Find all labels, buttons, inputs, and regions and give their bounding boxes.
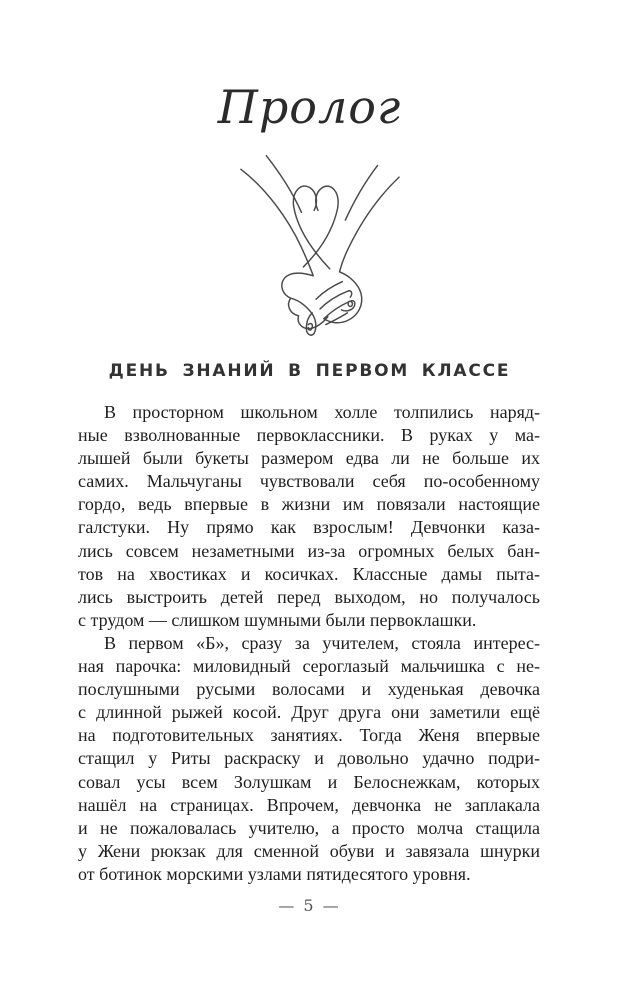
left-arm-lines — [240, 156, 312, 276]
paragraph — [78, 401, 540, 632]
heart-outline — [293, 186, 338, 269]
text-line: галстуки. Ну прямо как взрослым! Девчонки каза- — [78, 517, 540, 538]
hands-line-art — [236, 142, 404, 347]
text-line: лышей были букеты размером едва ли не больше их — [78, 448, 540, 469]
text-line: самих. Мальчуганы чувствовали себя по-особенному — [78, 471, 540, 492]
section-heading: ДЕНЬ ЗНАНИЙ В ПЕРВОМ КЛАССЕ — [108, 361, 511, 381]
text-line: на подготовительных занятиях. Тогда Женя впервые — [78, 725, 540, 746]
text-line: с длинной рыжей косой. Друг друга они заметили ещё — [78, 702, 540, 723]
clasped-hands-outline — [281, 272, 361, 335]
body-text — [78, 401, 540, 886]
right-arm-lines — [339, 165, 399, 271]
chapter-title: Пролог — [217, 80, 402, 134]
text-line: ная парочка: миловидный сероглазый мальчишка с не- — [78, 656, 540, 677]
text-line: с трудом — слишком шумными были первоклашки. — [78, 609, 477, 630]
text-line: нашёл на страницах. Впрочем, девчонка не заплакала — [78, 794, 540, 815]
text-line: лись выстроить детей перед выходом, но получалось — [78, 586, 540, 607]
text-line: и не пожаловалась учителю, а просто молча стащила — [78, 817, 540, 838]
text-line: гордо, ведь впервые в жизни им повязали настоящие — [78, 494, 540, 515]
text-line: стащил у Риты раскраску и довольно удачно подри- — [78, 748, 540, 769]
page-number: — 5 — — [278, 896, 341, 915]
holding-hands-heart-illustration — [236, 142, 404, 347]
text-line: ные взволнованные первоклассники. В руках у ма- — [78, 425, 540, 446]
text-line: у Жени рюкзак для сменной обуви и завязала шнурки — [78, 840, 540, 861]
text-line: лись совсем незаметными из-за огромных белых бан- — [78, 540, 540, 561]
paragraph — [78, 632, 540, 886]
text-line: от ботинок морскими узлами пятидесятого уровня. — [78, 863, 471, 884]
text-line: тов на хвостиках и косичках. Классные дамы пыта- — [78, 563, 540, 584]
text-line: послушными русыми волосами и худенькая девочка — [78, 679, 540, 700]
text-line: В первом «Б», сразу за учителем, стояла интерес- — [104, 632, 540, 653]
text-line: совал усы всем Золушкам и Белоснежкам, которых — [78, 771, 540, 792]
text-line: В просторном школьном холле толпились наряд- — [104, 402, 540, 422]
